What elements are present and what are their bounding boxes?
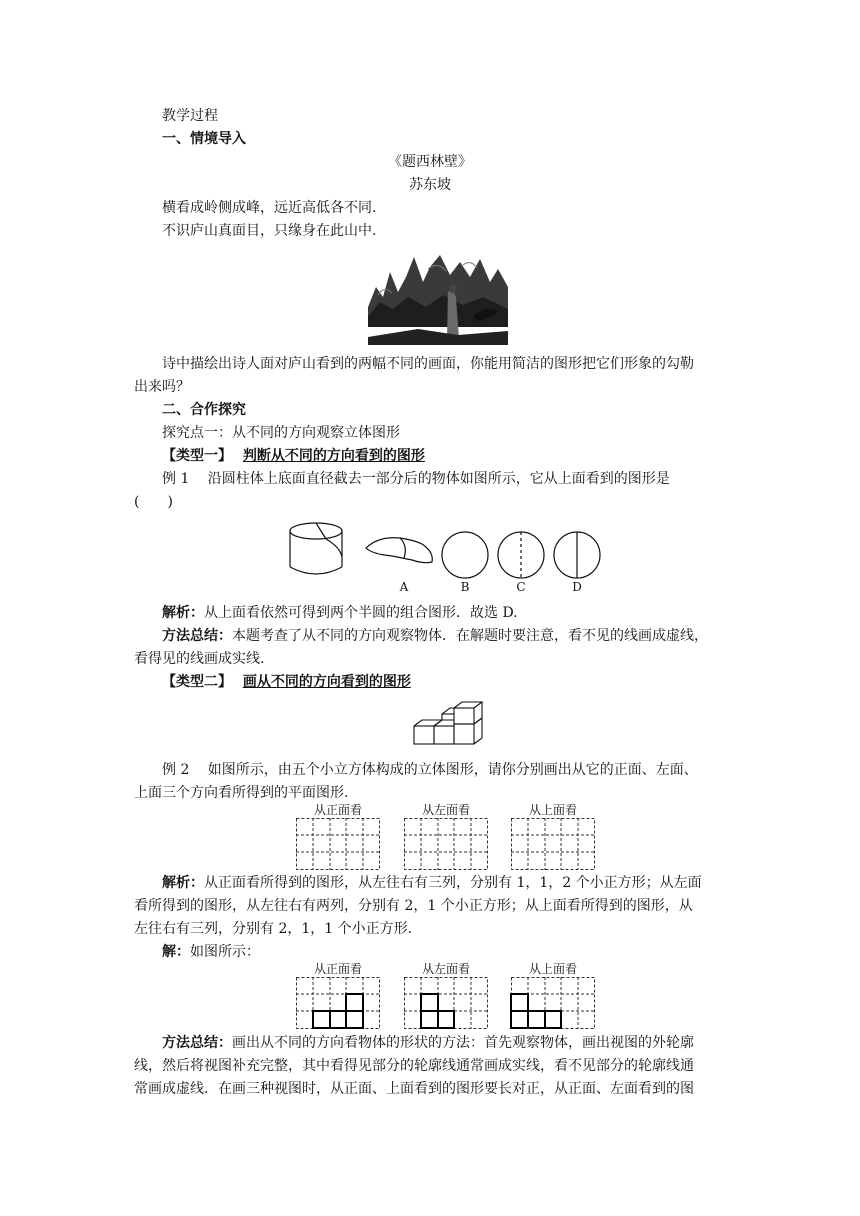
option-b-label: B <box>460 580 470 594</box>
grid2-label: 从左面看 <box>421 803 470 817</box>
answer-grid1-label: 从正面看 <box>313 962 362 976</box>
section-title: 教学过程 <box>162 108 218 124</box>
example2-line-2: 上面三个方向看所得到的平面图形. <box>134 785 349 801</box>
type1-tag: 【类型一】 <box>162 448 232 464</box>
summary1-line-2: 看得见的线画成实线. <box>134 651 265 667</box>
answer-grid2-label: 从左面看 <box>421 962 470 976</box>
point1: 探究点一：从不同的方向观察立体图形 <box>162 425 400 441</box>
poem-title: 《题西林壁》 <box>388 154 472 170</box>
poem-line-2: 不识庐山真面目，只缘身在此山中. <box>162 223 377 239</box>
part2-heading: 二、合作探究 <box>162 402 246 418</box>
option-c-figure <box>496 530 546 580</box>
analysis1-text: 从上面看依然可得到两个半圆的组合图形．故选 D. <box>204 605 518 621</box>
summary1-text-1: 本题考查了从不同的方向观察物体．在解题时要注意，看不见的线画成虚线， <box>232 628 708 644</box>
analysis1-label: 解析： <box>162 605 204 621</box>
example1-line-1: 例 1 沿圆柱体上底面直径截去一部分后的物体如图所示，它从上面看到的图形是 <box>162 471 670 487</box>
type2-title: 画从不同的方向看到的图形 <box>242 674 411 690</box>
solution <box>162 942 260 962</box>
poem-author: 苏东坡 <box>409 177 451 193</box>
summary2-label: 方法总结： <box>162 1035 232 1051</box>
summary2-line-3: 常画成虚线．在画三种视图时，从正面、上面看到的图形要长对正，从正面、左面看到的图 <box>134 1081 694 1097</box>
analysis2-label: 解析： <box>162 875 204 891</box>
summary2-line-1 <box>162 1033 694 1053</box>
example2-line-1: 例 2 如图所示，由五个小立方体构成的立体图形，请你分别画出从它的正面、左面、 <box>162 762 698 778</box>
option-d-label: D <box>572 580 582 594</box>
answer-grid-top <box>511 977 595 1029</box>
empty-grid-left <box>404 818 488 870</box>
poem-line-1: 横看成岭侧成峰，远近高低各不同. <box>162 200 377 216</box>
answer-grid3-label: 从上面看 <box>528 962 577 976</box>
type2-heading <box>162 672 411 692</box>
type1-title: 判断从不同的方向看到的图形 <box>242 448 425 464</box>
question-line-1: 诗中描绘出诗人面对庐山看到的两幅不同的画面，你能用简洁的图形把它们形象的勾勒 <box>162 356 694 372</box>
type1-heading <box>162 446 425 466</box>
option-a-label: A <box>399 580 409 594</box>
question-line-2: 出来吗？ <box>134 379 190 395</box>
summary1-label: 方法总结： <box>162 628 232 644</box>
landscape-illustration <box>368 247 508 345</box>
option-d-figure <box>552 530 602 580</box>
empty-grid-front <box>296 818 380 870</box>
analysis2-line-1 <box>162 873 702 893</box>
analysis2-line-3: 左往右有三列，分别有 2，1，1 个小正方形. <box>134 921 413 937</box>
cut-cylinder-figure <box>288 515 348 579</box>
option-c-label: C <box>516 580 526 594</box>
summary2-text-1: 画出从不同的方向看物体的形状的方法：首先观察物体，画出视图的外轮廓 <box>232 1035 694 1051</box>
analysis2-line-2: 看所得到的图形，从左往右有两列，分别有 2，1 个小正方形；从上面看所得到的图形，从 <box>134 898 693 914</box>
summary2-line-2: 线，然后将视图补充完整，其中看得见部分的轮廓线通常画成实线，看不见部分的轮廓线通 <box>134 1058 694 1074</box>
answer-grid-front <box>296 977 380 1029</box>
answer-grid-left <box>404 977 488 1029</box>
summary1-line-1 <box>162 626 708 646</box>
example1-line-2: ( ) <box>134 494 173 510</box>
analysis1 <box>162 603 518 623</box>
grid1-label: 从正面看 <box>313 803 362 817</box>
solution-label: 解： <box>162 944 190 960</box>
part1-heading: 一、情境导入 <box>162 131 246 147</box>
cubes-figure <box>410 700 490 748</box>
empty-grid-top <box>511 818 595 870</box>
option-b-figure <box>440 530 490 580</box>
option-a-figure <box>362 530 438 570</box>
grid3-label: 从上面看 <box>528 803 577 817</box>
solution-text: 如图所示： <box>190 944 260 960</box>
type2-tag: 【类型二】 <box>162 674 232 690</box>
analysis2-text-1: 从正面看所得到的图形，从左往右有三列，分别有 1，1，2 个小正方形；从左面 <box>204 875 702 891</box>
